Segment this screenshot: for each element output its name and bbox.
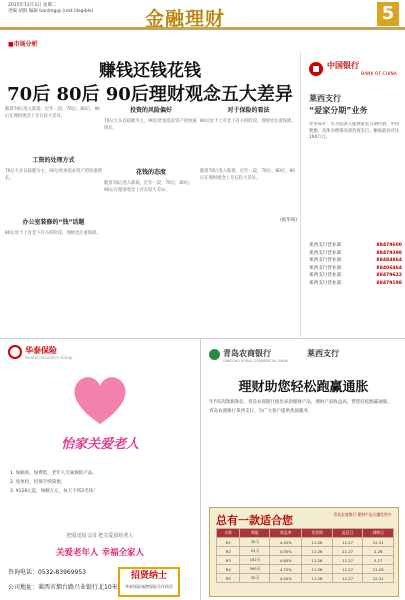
- article-text: 随着70后进入职场，近年一段，70后、80后、90后在理财观念上存在较大差异。: [104, 181, 194, 193]
- date-line: 2015年11月3日 星期二: [8, 3, 57, 8]
- insurance-advertisement: [0, 338, 200, 600]
- page-header: [0, 0, 405, 30]
- qd-bank-logo-icon: [209, 349, 220, 360]
- phone-label: 莱西支行营业部: [309, 273, 342, 278]
- product-table: [216, 528, 394, 583]
- article-text: 80后处于上有老下有小的阶段，理财更注重保障。: [200, 119, 296, 124]
- phone-row: [309, 250, 402, 258]
- insurance-name: 华泰保险: [25, 346, 57, 355]
- table-cell: 35天: [240, 574, 270, 583]
- article-text: 70后大多以稳健为主，90后更加追求资产的快速增长。: [104, 119, 197, 131]
- editor-line: 责编 胡阳 编辑 tianlmg@ (rest illegible): [8, 9, 94, 14]
- article-column-2: [104, 105, 198, 330]
- table-cell: R2: [217, 547, 240, 556]
- subhead: 对于保险的看法: [227, 107, 270, 114]
- table-cell: 12.31: [363, 538, 394, 547]
- phone-number: 88479622: [376, 273, 402, 278]
- table-header-cell: 期限: [240, 529, 270, 538]
- subhead: 办公室装修的“钱”话题: [22, 219, 85, 226]
- table-cell: 4.40%: [270, 574, 302, 583]
- boc-advertisement: [300, 52, 405, 337]
- phone-label: 莱西支行营业部: [309, 280, 342, 286]
- table-cell: 11.26: [302, 547, 333, 556]
- section-label: ■市场分析: [8, 41, 38, 48]
- phone-label: 莱西支行营业部: [309, 258, 342, 263]
- phone-number: 88479600: [376, 243, 402, 248]
- qd-title: 理财助您轻松跑赢通胀: [238, 380, 369, 395]
- insurance-phone: 咨询电话：0532-83969953: [8, 569, 86, 576]
- phone-row: [309, 280, 402, 288]
- insurance-slogan-1: 把爱送给父母 把关爱留给老人: [66, 533, 134, 539]
- table-header-row: [217, 529, 394, 538]
- phone-label: 莱西支行营业部: [309, 265, 342, 271]
- phone-label: 莱西支行营业部: [309, 250, 342, 256]
- phone-number: 88479198: [376, 280, 402, 286]
- table-cell: 35天: [240, 538, 270, 547]
- phone-number: 88406464: [376, 265, 402, 271]
- insurance-features: [10, 469, 190, 496]
- table-cell: 12.31: [363, 574, 394, 583]
- table-cell: 182天: [240, 556, 270, 565]
- table-header-cell: 到期日: [363, 529, 394, 538]
- phone-number: 88484864: [376, 258, 402, 263]
- byline: (据华商): [279, 218, 297, 223]
- table-cell: 365天: [240, 565, 270, 574]
- table-row: [217, 574, 394, 583]
- page-number: 5: [377, 2, 399, 26]
- boc-name-en: BANK OF CHINA: [361, 72, 397, 77]
- table-cell: 11.26: [302, 574, 333, 583]
- page-title: 金融理财: [145, 8, 226, 30]
- table-row: [217, 547, 394, 556]
- phone-row: [309, 272, 402, 280]
- table-header-cell: 发售期: [302, 529, 333, 538]
- insurance-address: 公司地址：莱西市烟台路兴业银行北10米: [8, 584, 118, 591]
- headline-1: 赚钱还钱花钱: [99, 61, 201, 81]
- table-cell: 91天: [240, 547, 270, 556]
- table-cell: R5: [217, 574, 240, 583]
- feature-item: 3. ¥128元起，保额万元，每天不到3毛钱！: [10, 489, 98, 494]
- phone-number: 88479398: [376, 250, 402, 256]
- table-cell: 11.27: [332, 547, 363, 556]
- table-cell: 11.26: [302, 556, 333, 565]
- recruit-box: [118, 567, 180, 597]
- phone-label: 莱西支行营业部: [309, 243, 342, 248]
- table-cell: 11.27: [332, 556, 363, 565]
- subhead: 花钱的态度: [135, 169, 166, 176]
- table-banner: 青岛农商银行 理财产品火爆发售中: [333, 512, 392, 517]
- table-row: [217, 538, 394, 547]
- article-text: 70后大多以稳健为主，90后更加追求资产的快速增长。: [5, 169, 102, 181]
- feature-item: 2. 免体检，投保手续简便。: [10, 480, 66, 485]
- boc-phone-list: [309, 242, 402, 287]
- qd-bank-name: 青岛农商银行: [223, 349, 271, 358]
- table-title: 总有一款适合您: [216, 514, 293, 527]
- article-text: 80后处于上有老下有小的阶段，理财更注重保障。: [5, 231, 101, 236]
- boc-slogan: “爱家分期”业务: [309, 106, 368, 115]
- header-date: [8, 3, 93, 15]
- recruit-sub: 华泰保险诚聘保险合作伙伴: [125, 584, 173, 589]
- table-cell: R1: [217, 538, 240, 547]
- table-row: [217, 556, 394, 565]
- product-table-box: [209, 507, 399, 597]
- subhead: 投资的风险偏好: [129, 107, 172, 114]
- recruit-title: 招贤纳士: [130, 571, 167, 581]
- qd-bank-advertisement: [200, 338, 405, 600]
- table-header-cell: 收益率: [270, 529, 302, 538]
- qd-paragraph: 青岛农商银行莱西支行，为广大客户提供优质服务。: [209, 408, 313, 414]
- qd-paragraph: 年内5次降准降息，青岛农商银行推出多款理财产品，理财产品收益高，帮您轻松跑赢通胀。: [209, 400, 392, 405]
- table-cell: 4.50%: [270, 547, 302, 556]
- table-cell: 5.27: [363, 556, 394, 565]
- boc-name: 中国银行: [327, 61, 359, 70]
- article-column-3: [200, 105, 297, 330]
- phone-row: [309, 265, 402, 273]
- article-text: 随着70后进入职场，近年一段，70后、80后、90后在理财观念上存在较大差异。: [200, 169, 295, 181]
- table-cell: R4: [217, 565, 240, 574]
- table-cell: 11.27: [332, 565, 363, 574]
- article-text: 随着70后进入职场，近年一段，70后、80后、90后在理财观念上存在较大差异。: [5, 107, 100, 119]
- table-cell: R3: [217, 556, 240, 565]
- table-header-cell: 名称: [217, 529, 240, 538]
- qd-bank-branch: 莱西支行: [307, 349, 339, 358]
- table-cell: 2.26: [363, 547, 394, 556]
- feature-item: 1. 保额高，保费低，老年人专属保险产品。: [10, 471, 97, 476]
- table-cell: 11.27: [332, 538, 363, 547]
- boc-logo-icon: [309, 62, 323, 76]
- qd-bank-name-en: QINGDAO RURAL COMMERCIAL BANK: [223, 359, 289, 363]
- table-header-cell: 起息日: [332, 529, 363, 538]
- table-cell: 4.65%: [270, 556, 302, 565]
- table-cell: 11.26: [302, 538, 333, 547]
- insurance-banner: 怡家关爱老人: [60, 437, 139, 452]
- article-column-1: [5, 105, 102, 330]
- table-cell: 11.26: [363, 565, 394, 574]
- phone-row: [309, 242, 402, 250]
- heart-icon: [70, 372, 130, 427]
- table-cell: 11.26: [302, 565, 333, 574]
- table-cell: 4.45%: [270, 538, 302, 547]
- headline-2: 70后 80后 90后理财观念五大差异: [7, 84, 293, 105]
- boc-branch: 莱西支行: [309, 94, 341, 103]
- phone-row: [309, 257, 402, 265]
- subhead: 工资的处理方式: [32, 157, 75, 164]
- qd-body: [209, 399, 399, 504]
- table-row: [217, 565, 394, 574]
- table-cell: 4.75%: [270, 565, 302, 574]
- insurance-slogan-2: 关爱老年人 幸福全家人: [56, 548, 144, 558]
- insurance-logo-icon: [8, 345, 22, 359]
- insurance-name-en: Huatai Insurance Group: [25, 355, 73, 360]
- boc-body: 业务简介：可为借款人提供家装分期付款，申请便捷。具体办理情况请咨询支行。额度最高可达100万元。: [309, 122, 400, 140]
- table-cell: 11.27: [332, 574, 363, 583]
